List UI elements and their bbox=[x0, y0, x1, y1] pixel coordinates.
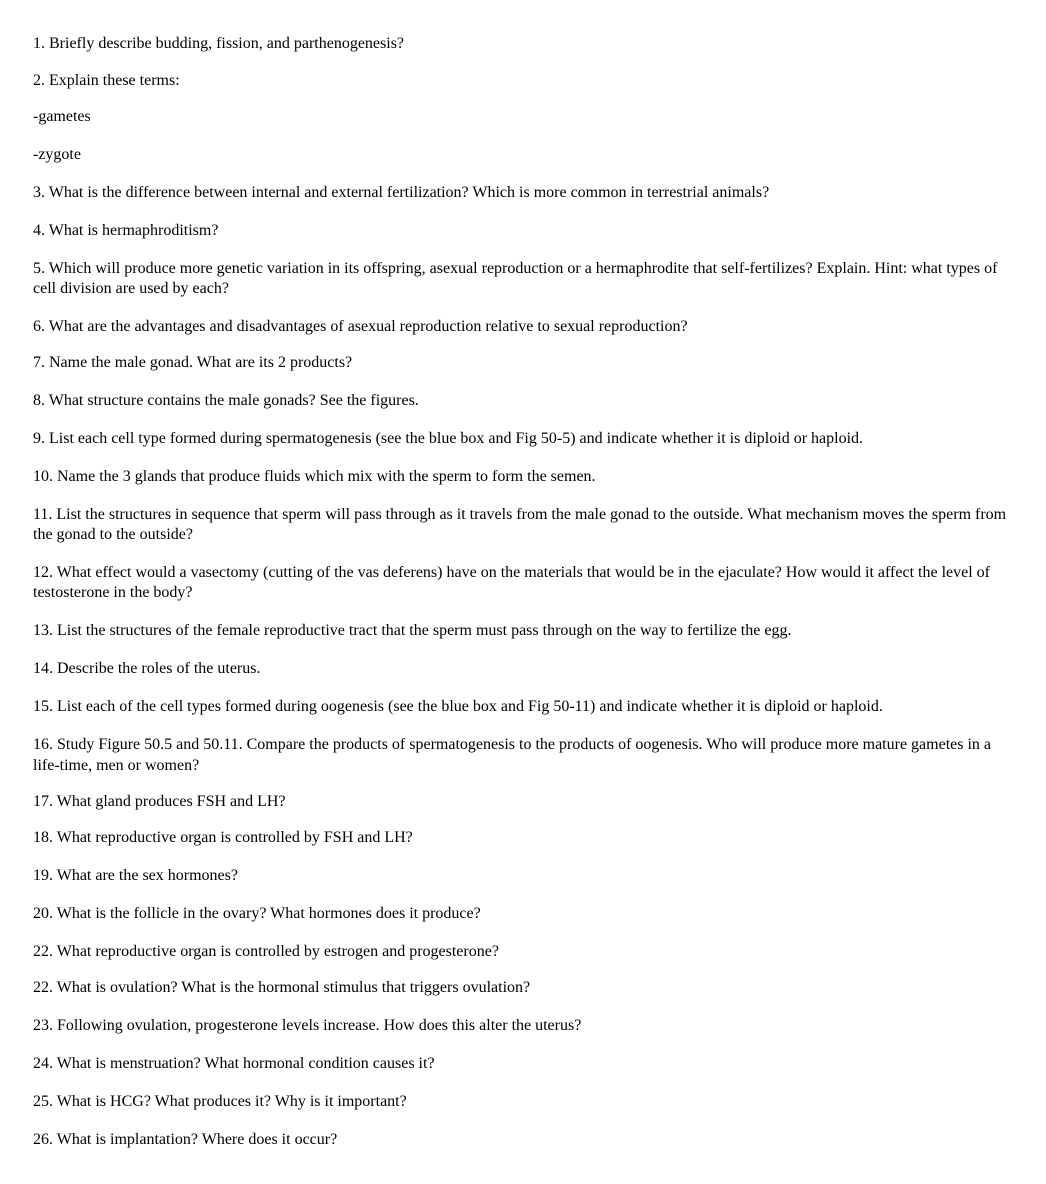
question-20: 20. What is the follicle in the ovary? What hormones does it produce? bbox=[33, 905, 481, 922]
question-4: 4. What is hermaphroditism? bbox=[33, 222, 219, 239]
question-22a: 22. What reproductive organ is controlled by estrogen and progesterone? bbox=[33, 943, 499, 960]
question-22b: 22. What is ovulation? What is the hormonal stimulus that triggers ovulation? bbox=[33, 979, 531, 996]
question-1: 1. Briefly describe budding, fission, and parthenogenesis? bbox=[33, 35, 405, 52]
question-6: 6. What are the advantages and disadvantages of asexual reproduction relative to sexual reproduction? bbox=[33, 318, 688, 335]
question-26: 26. What is implantation? Where does it occur? bbox=[33, 1131, 338, 1148]
question-15: 15. List each of the cell types formed during oogenesis (see the blue box and Fig 50-11) and indicate whether it is diploid or haploid. bbox=[33, 698, 883, 715]
question-23: 23. Following ovulation, progesterone levels increase. How does this alter the uterus? bbox=[33, 1017, 582, 1034]
question-3: 3. What is the difference between internal and external fertilization? Which is more common in terrestrial animals? bbox=[33, 184, 770, 201]
question-16: 16. Study Figure 50.5 and 50.11. Compare the products of spermatogenesis to the products of oogenesis. Who will produce more mature gametes in a life-time, men or women? bbox=[33, 736, 992, 774]
question-17: 17. What gland produces FSH and LH? bbox=[33, 793, 286, 810]
question-14: 14. Describe the roles of the uterus. bbox=[33, 660, 261, 677]
term-gametes: -gametes bbox=[33, 108, 91, 125]
question-5: 5. Which will produce more genetic variation in its offspring, asexual reproduction or a hermaphrodite that self-fertilizes? Explain. Hint: what types of cell division are used by each? bbox=[33, 260, 998, 297]
question-7: 7. Name the male gonad. What are its 2 products? bbox=[33, 354, 353, 371]
question-10: 10. Name the 3 glands that produce fluids which mix with the sperm to form the semen. bbox=[33, 468, 596, 485]
question-18: 18. What reproductive organ is controlled by FSH and LH? bbox=[33, 829, 413, 846]
question-list bbox=[33, 34, 1015, 1150]
question-9: 9. List each cell type formed during spermatogenesis (see the blue box and Fig 50-5) and indicate whether it is diploid or haploid. bbox=[33, 430, 864, 447]
question-24: 24. What is menstruation? What hormonal condition causes it? bbox=[33, 1055, 435, 1072]
question-13: 13. List the structures of the female reproductive tract that the sperm must pass through on the way to fertilize the egg. bbox=[33, 622, 792, 639]
question-25: 25. What is HCG? What produces it? Why is it important? bbox=[33, 1093, 407, 1110]
question-2: 2. Explain these terms: bbox=[33, 72, 180, 89]
question-19: 19. What are the sex hormones? bbox=[33, 867, 238, 884]
question-8: 8. What structure contains the male gonads? See the figures. bbox=[33, 392, 419, 409]
question-11: 11. List the structures in sequence that sperm will pass through as it travels from the male gonad to the outside. What mechanism moves the sperm from the gonad to the outside? bbox=[33, 506, 1007, 543]
question-12: 12. What effect would a vasectomy (cutting of the vas deferens) have on the materials that would be in the ejaculate? How would it affect the level of testosterone in the body? bbox=[33, 564, 990, 601]
term-zygote: -zygote bbox=[33, 146, 81, 163]
